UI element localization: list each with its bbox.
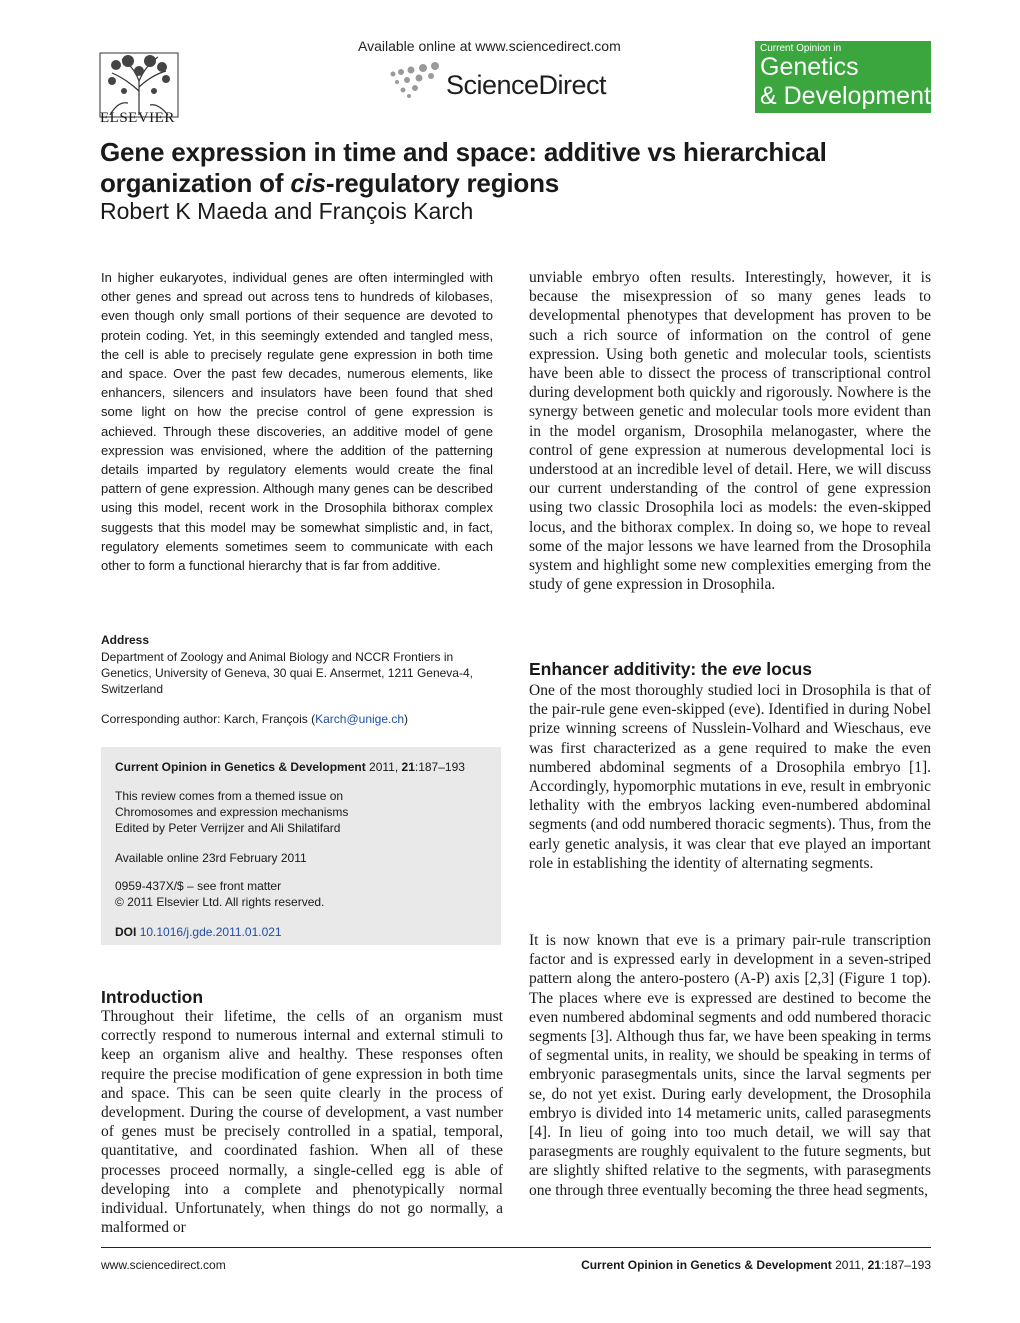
info-citation bbox=[115, 760, 465, 774]
address-heading: Address bbox=[101, 633, 150, 647]
footer-rule bbox=[101, 1247, 931, 1248]
section-heading-introduction: Introduction bbox=[101, 987, 204, 1007]
journal-badge-small: Current Opinion in bbox=[760, 43, 842, 54]
footer-citation bbox=[581, 1258, 931, 1272]
section-heading-enhancer-additivity bbox=[529, 659, 812, 680]
article-authors: Robert K Maeda and François Karch bbox=[100, 198, 474, 224]
footer-year: 2011, bbox=[831, 1258, 868, 1272]
info-volume: 21 bbox=[401, 760, 415, 774]
info-issn: 0959-437X/$ – see front matter bbox=[115, 879, 282, 893]
heading2-italic: eve bbox=[732, 659, 762, 679]
info-available: Available online 23rd February 2011 bbox=[115, 851, 307, 865]
info-themed-1: This review comes from a themed issue on bbox=[115, 789, 344, 803]
journal-badge-line2: & Development bbox=[760, 82, 931, 110]
heading2-pre: Enhancer additivity: the bbox=[529, 659, 733, 679]
right-column-paragraph-3: It is now known that eve is a primary pair-rule transcription factor and is expressed early in development in a seven-striped pattern along the antero-postero (A-P) axis [2,3] (Figure 1 top). The places where eve is expressed are destined to become the even numbered abdominal segments and odd numbered thoracic segments [3]. Although thus far, we have been speaking in terms of segmental units, in reality, we should be speaking in terms of embryonic parasegmentals units, since the larval segments per se, do not yet exist. During early development, the Drosophila embryo is divided into 14 metameric units, called parasegments [4]. In lieu of going into too much detail, we will say that parasegments are roughly equivalent to the future segments, but are slightly shifted relative to the segments, with parasegments one through three eventually becoming the three head segments, bbox=[529, 932, 931, 1199]
corresponding-suffix: ) bbox=[404, 712, 409, 726]
article-title bbox=[100, 137, 920, 199]
publisher-name: ELSEVIER bbox=[100, 110, 175, 126]
info-journal: Current Opinion in Genetics & Development bbox=[115, 760, 366, 774]
introduction-text: Throughout their lifetime, the cells of an organism must correctly respond to numerous internal and external stimuli to keep an organism alive and healthy. These responses often require the precise modification of gene expression in both time and space. This can be seen quite clearly in the process of development. During the course of development, a vast number of genes must be precisely controlled in a spatial, temporal, quantitative, and coordinated fashion. When all of these processes proceed normally, a single-celled egg is able of developing into a complete and phenotypically normal individual. Unfortunately, when things do not go normally, a malformed or bbox=[101, 1008, 503, 1237]
info-doi-label: DOI bbox=[115, 925, 137, 939]
doi-link[interactable]: 10.1016/j.gde.2011.01.021 bbox=[139, 925, 282, 939]
footer-volume: 21 bbox=[867, 1258, 881, 1272]
corresponding-author bbox=[101, 712, 408, 726]
title-part-2: -regulatory regions bbox=[325, 168, 560, 198]
right-column-paragraph-1: unviable embryo often results. Interestingly, however, it is because the misexpression of so many genes leads to developmental phenotypes that development has proven to be such a rich source of information on the control of gene expression. Using both genetic and molecular tools, scientists have been able to dissect the process of transcriptional control during development both quickly and rigorously. Nowhere is the synergy between genetic and molecular tools more evident than in the model organism, Drosophila melanogaster, where the control of gene expression at numerous developmental loci is understood at an incredible level of detail. Here, we will discuss our current understanding of the control of gene expression using two classic Drosophila loci as models: the even-skipped locus, and the bithorax complex. In doing so, we hope to reveal some of the major lessons we have learned from the Drosophila system and highlight some new complexities emerging from the study of gene expression in Drosophila. bbox=[529, 269, 931, 594]
info-year: 2011, bbox=[365, 760, 402, 774]
info-doi bbox=[115, 925, 282, 939]
title-part-1: Gene expression in time and space: additive vs hierarchical organization of bbox=[100, 137, 827, 198]
heading2-post: locus bbox=[761, 659, 813, 679]
footer-website[interactable]: www.sciencedirect.com bbox=[101, 1258, 226, 1272]
article-info-box bbox=[101, 747, 501, 945]
journal-badge bbox=[755, 41, 931, 113]
title-part-italic: cis bbox=[290, 168, 326, 198]
footer-journal: Current Opinion in Genetics & Development bbox=[581, 1258, 832, 1272]
info-themed-2: Chromosomes and expression mechanisms bbox=[115, 805, 349, 819]
sciencedirect-dots-icon bbox=[385, 60, 445, 100]
address-text: Department of Zoology and Animal Biology and NCCR Frontiers in Genetics, University of Geneva, 30 quai E. Ansermet, 1211 Geneva-4, Switzerland bbox=[101, 650, 473, 696]
info-themed-3: Edited by Peter Verrijzer and Ali Shilatifard bbox=[115, 821, 341, 835]
corresponding-prefix: Corresponding author: Karch, François ( bbox=[101, 712, 316, 726]
info-pages: :187–193 bbox=[414, 760, 465, 774]
abstract: In higher eukaryotes, individual genes are often intermingled with other genes and spread out across tens to hundreds of kilobases, even though only small portions of their sequence are devoted to protein coding. Yet, in this seemingly extended and tangled mess, the cell is able to precisely regulate gene expression in both time and space. Over the past few decades, numerous elements, like enhancers, silencers and insulators have been found that shed some light on how the precise control of gene expression is achieved. Through these discoveries, an additive model of gene expression was envisioned, where the addition of the patterning details imparted by regulatory elements would create the final pattern of gene expression. Although many genes can be described using this model, recent work in the Drosophila bithorax complex suggests that this model may be somewhat simplistic and, in fact, regulatory elements sometimes seem to communicate with each other to form a functional hierarchy that is far from additive. bbox=[101, 270, 493, 574]
available-online-text: Available online at www.sciencedirect.com bbox=[358, 38, 621, 54]
sciencedirect-logo-text: ScienceDirect bbox=[446, 70, 607, 100]
footer-pages: :187–193 bbox=[880, 1258, 931, 1272]
info-copyright: © 2011 Elsevier Ltd. All rights reserved. bbox=[115, 895, 325, 909]
journal-badge-line1: Genetics bbox=[760, 53, 859, 81]
right-column-paragraph-2: One of the most thoroughly studied loci in Drosophila is that of the pair-rule gene even-skipped (eve). Identified in during Nobel prize winning screens of Nusslein-Volhard and Wieschaus, eve was first characterized as a gene required to make the even numbered abdominal segments of a Drosophila embryo [1]. Accordingly, hypomorphic mutations in eve, result in embryonic lethality with the embryos lacking even-numbered abdominal segments (and odd numbered thoracic segments). Thus, from the early genetic analysis, it was clear that eve played an important role in establishing the identity of alternating segments. bbox=[529, 682, 931, 872]
corresponding-email-link[interactable]: Karch@unige.ch bbox=[315, 712, 405, 726]
